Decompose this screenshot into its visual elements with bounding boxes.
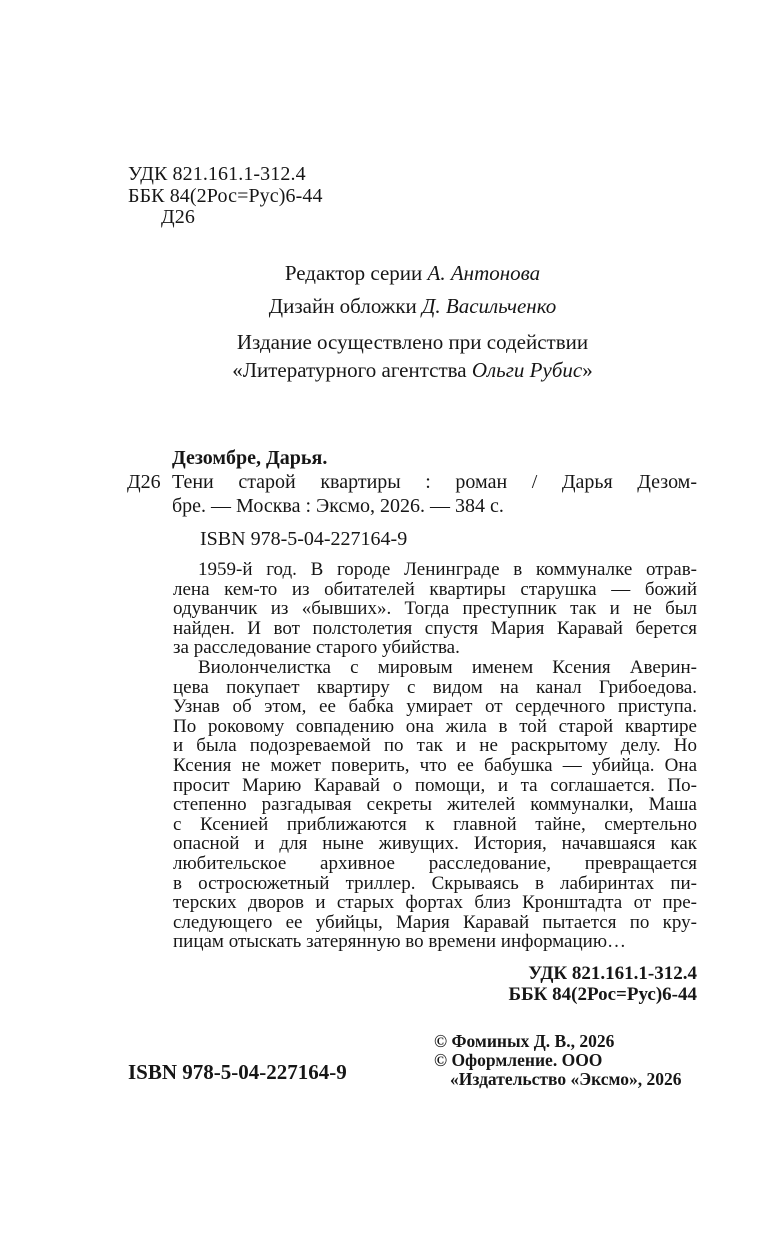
text-line: за расследование старого убийства. bbox=[173, 637, 460, 659]
catalog-author-name: Дезомбре, Дарья. bbox=[172, 447, 328, 469]
agency-name-suffix: » bbox=[582, 358, 593, 382]
series-editor-label: Редактор серии bbox=[284, 261, 428, 285]
udk-code-bottom: УДК 821.161.1-312.4 bbox=[528, 963, 697, 984]
text-line: опасной и для ныне живущих. История, начавшаяся как bbox=[173, 833, 697, 855]
text-line: 1959-й год. В городе Ленинграде в коммуналке отрав- bbox=[198, 559, 697, 580]
text-line: Ксения не может поверить, что ее бабушка — убийца. Она bbox=[173, 754, 697, 776]
agency-note-line-1: Издание осуществлено при содействии bbox=[236, 330, 589, 354]
annotation-paragraph-1 bbox=[173, 560, 697, 658]
text-line: цева покупает квартиру с видом на канал Грибоедова. bbox=[173, 676, 697, 698]
colophon-block bbox=[128, 262, 697, 384]
cover-designer-name: Д. Васильченко bbox=[422, 294, 557, 318]
text-line: терских дворов и старых фортах близ Кронштадта от пре- bbox=[173, 892, 697, 914]
isbn-catalog: ISBN 978-5-04-227164-9 bbox=[200, 528, 408, 550]
text-line: Тени старой квартиры : роман / Дарья Дезом- bbox=[172, 471, 697, 493]
text-line: в остросюжетный триллер. Скрываясь в лабиринтах пи- bbox=[173, 872, 697, 894]
series-editor-line bbox=[128, 262, 697, 285]
catalog-card-code: Д26 bbox=[127, 471, 161, 493]
text-line: Узнав об этом, ее бабка умирает от сердечного приступа. bbox=[173, 696, 697, 718]
agency-note bbox=[128, 328, 697, 384]
annotation-paragraph-2 bbox=[173, 658, 697, 952]
text-line: По роковому совпадению она жила в той старой квартире bbox=[173, 715, 697, 737]
copyright-block bbox=[434, 1032, 681, 1089]
agency-name-prefix: «Литературного агентства bbox=[232, 358, 472, 382]
text-line: и была подозреваемой по так и не раскрытому делу. Но bbox=[173, 735, 697, 757]
bbk-code-bottom: ББК 84(2Рос=Рус)6-44 bbox=[508, 983, 697, 1005]
series-editor-name: А. Антонова bbox=[427, 261, 541, 285]
text-line: найден. И вот полстолетия спустя Мария Каравай берется bbox=[173, 617, 697, 639]
copyright-publisher-line: «Издательство «Эксмо», 2026 bbox=[450, 1069, 682, 1089]
bottom-catalog-codes bbox=[509, 964, 697, 1005]
text-line: лена кем-то из обитателей квартиры старушка — божий bbox=[173, 578, 697, 600]
agency-note-line-2 bbox=[128, 356, 697, 384]
isbn-bottom: ISBN 978-5-04-227164-9 bbox=[128, 1060, 347, 1084]
cover-designer-line bbox=[128, 295, 697, 318]
text-line: следующего ее убийцы, Мария Каравай пытается по кру- bbox=[173, 911, 697, 933]
text-line: Виолончелистка с мировым именем Ксения Аверин- bbox=[198, 656, 697, 678]
text-line: одуванчик из «бывших». Тогда преступник так и не был bbox=[173, 598, 697, 620]
top-catalog-codes bbox=[128, 164, 323, 229]
copyright-design-line: © Оформление. ООО bbox=[434, 1050, 603, 1070]
copyright-author-line: © Фоминых Д. В., 2026 bbox=[434, 1031, 615, 1051]
author-code: Д26 bbox=[161, 206, 195, 228]
text-line: с Ксенией приближаются к главной тайне, смертельно bbox=[173, 813, 697, 835]
text-line: любительское архивное расследование, превращается bbox=[173, 852, 697, 874]
text-line: бре. — Москва : Эксмо, 2026. — 384 с. bbox=[172, 495, 504, 517]
cover-designer-label: Дизайн обложки bbox=[268, 294, 423, 318]
annotation-block bbox=[173, 560, 697, 952]
agency-owner-name: Ольги Рубис bbox=[471, 358, 583, 382]
udk-code: УДК 821.161.1-312.4 bbox=[128, 163, 306, 185]
bbk-code: ББК 84(2Рос=Рус)6-44 bbox=[128, 184, 323, 207]
text-line: степенно разгадывая секреты жителей коммуналки, Маша bbox=[173, 794, 697, 816]
catalog-entry bbox=[127, 470, 697, 518]
catalog-card bbox=[127, 446, 697, 551]
text-line: пицам отыскать затерянную во времени информацию… bbox=[173, 931, 627, 953]
text-line: просит Марию Каравай о помощи, и та соглашается. По- bbox=[173, 774, 697, 796]
